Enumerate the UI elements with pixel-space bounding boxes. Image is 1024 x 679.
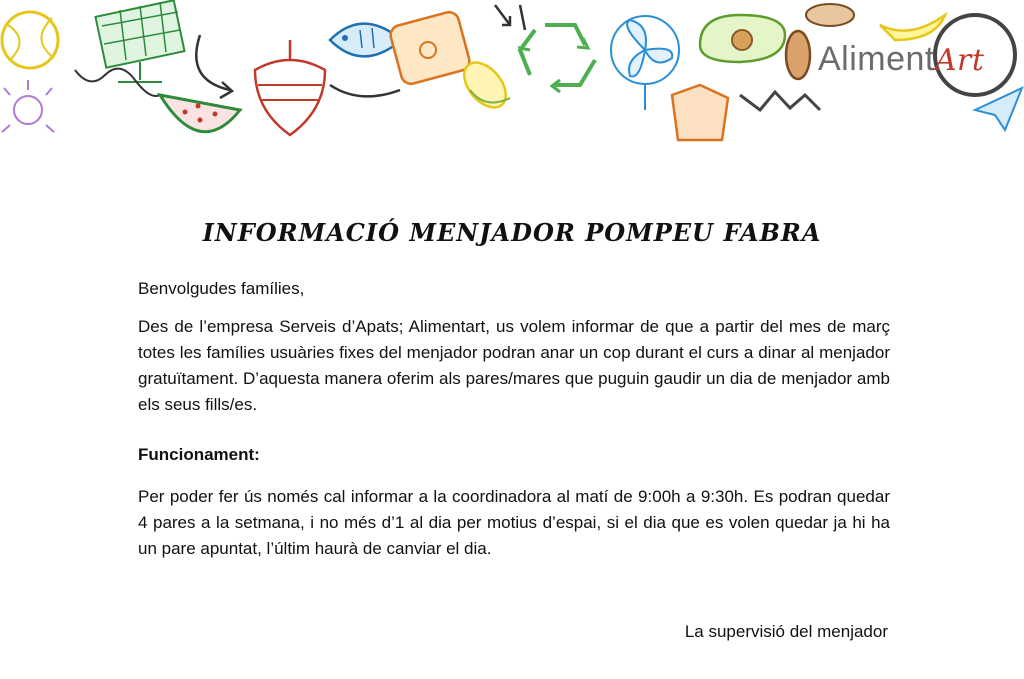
logo-accent: Art [934, 43, 985, 78]
document-title: INFORMACIÓ MENJADOR POMPEU FABRA [202, 218, 822, 247]
jar-icon [388, 10, 471, 86]
lightbulb-icon [2, 80, 54, 132]
banana-icon [880, 15, 945, 40]
paragraph-operation: Per poder fer ús només cal informar a la coordinadora al matí de 9:00h a 9:30h. Es podran quedar 4 pares a la setmana, i no més d’1 al dia per motius d’espai, si el dia que es volen quedar ja hi ha un pare apuntat, l’últim haurà de canviar el dia. [138, 487, 890, 558]
fan-icon [611, 16, 679, 110]
milk-carton-icon [672, 85, 728, 140]
brand-logo [818, 40, 984, 79]
solar-panel-icon [95, 0, 184, 82]
recycle-icon [520, 25, 595, 92]
signature: La supervisió del menjador [684, 622, 888, 641]
greeting: Benvolgudes famílies, [138, 279, 305, 298]
watermelon-icon [160, 95, 240, 132]
doodle-illustrations [0, 0, 1024, 165]
logo-text: Aliment [818, 40, 935, 78]
doodle-banner [0, 0, 1024, 165]
spinning-top-icon [255, 40, 325, 135]
avocado-icon [700, 15, 785, 62]
section-heading: Funcionament: [138, 445, 260, 464]
tennis-ball-icon [2, 12, 58, 68]
paragraph-intro: Des de l’empresa Serveis d’Apats; Alimentart, us volem informar de que a partir del mes de març totes les famílies usuàries fixes del menjador podran anar un cop durant el curs a dinar al menjador gratuïtament. D’aquesta manera oferim als pares/mares que puguin gaudir un dia de menjador amb els seus fills/es. [138, 317, 890, 414]
